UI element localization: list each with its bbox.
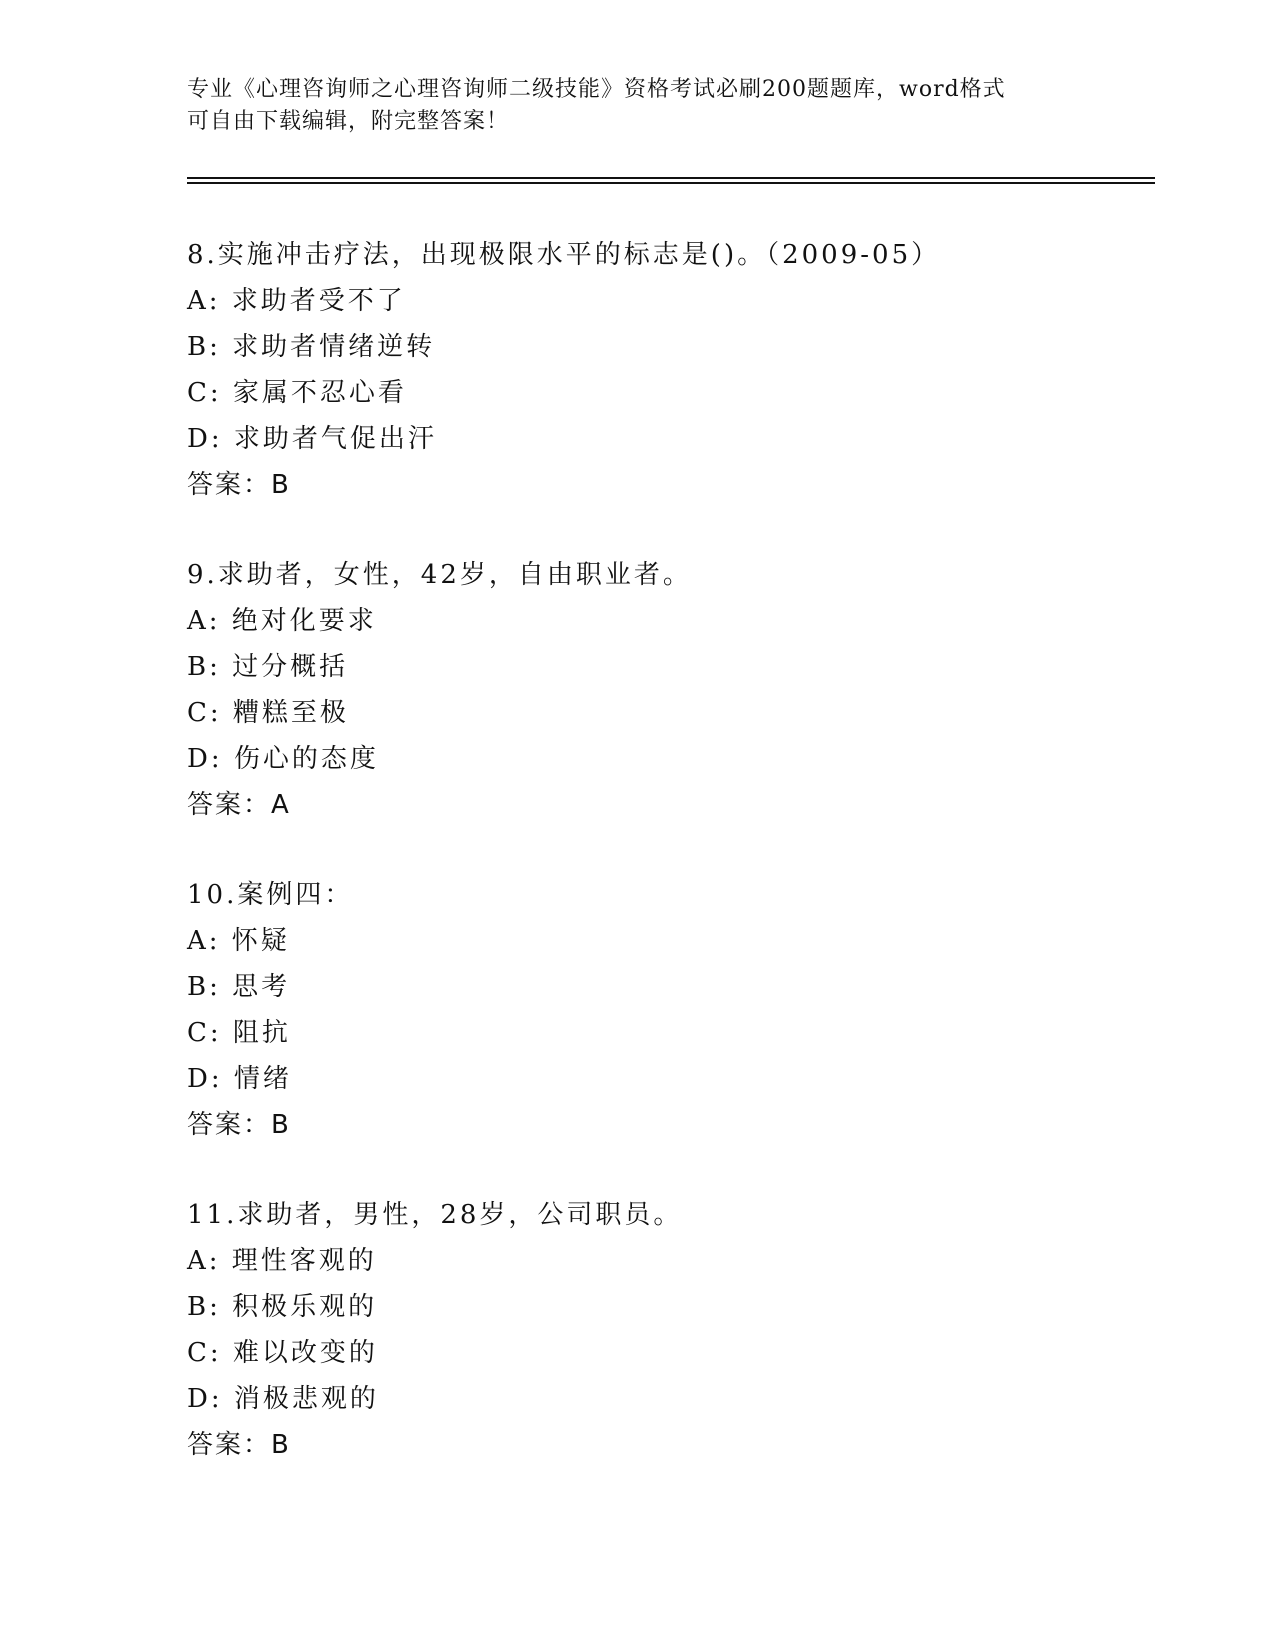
- header-subtitle-line: 可自由下载编辑，附完整答案！: [187, 109, 510, 134]
- option-c: C: 难以改变的: [187, 1338, 378, 1368]
- option-d: D: 消极悲观的: [187, 1384, 379, 1414]
- answer-line: 答案：B: [187, 1430, 291, 1460]
- question-8: [187, 240, 1147, 516]
- option-a: A: 求助者受不了: [187, 286, 406, 316]
- option-b: B: 过分概括: [187, 652, 349, 682]
- answer-line: 答案：B: [187, 1110, 291, 1140]
- option-b: B: 思考: [187, 972, 291, 1002]
- question-stem: 9.求助者，女性，42岁，自由职业者。: [187, 560, 692, 590]
- option-d: D: 情绪: [187, 1064, 292, 1094]
- question-stem: 8.实施冲击疗法，出现极限水平的标志是()。（2009-05）: [187, 240, 941, 270]
- question-11: [187, 1200, 1147, 1476]
- option-a: A: 怀疑: [187, 926, 290, 956]
- option-b: B: 积极乐观的: [187, 1292, 378, 1322]
- page-header: [187, 74, 1087, 138]
- question-10: [187, 880, 1147, 1156]
- option-d: D: 求助者气促出汗: [187, 424, 437, 454]
- answer-line: 答案：A: [187, 790, 291, 820]
- option-a: A: 绝对化要求: [187, 606, 377, 636]
- option-d: D: 伤心的态度: [187, 744, 379, 774]
- option-c: C: 阻抗: [187, 1018, 291, 1048]
- question-stem: 10.案例四：: [187, 880, 354, 910]
- option-a: A: 理性客观的: [187, 1246, 377, 1276]
- question-9: [187, 560, 1147, 836]
- header-divider-bottom: [187, 182, 1155, 184]
- question-stem: 11.求助者，男性，28岁，公司职员。: [187, 1200, 683, 1230]
- option-b: B: 求助者情绪逆转: [187, 332, 436, 362]
- option-c: C: 家属不忍心看: [187, 378, 407, 408]
- header-divider-top: [187, 177, 1155, 179]
- answer-line: 答案：B: [187, 470, 291, 500]
- header-title-line: 专业《心理咨询师之心理咨询师二级技能》资格考试必刷200题题库，word格式: [187, 77, 1006, 102]
- option-c: C: 糟糕至极: [187, 698, 349, 728]
